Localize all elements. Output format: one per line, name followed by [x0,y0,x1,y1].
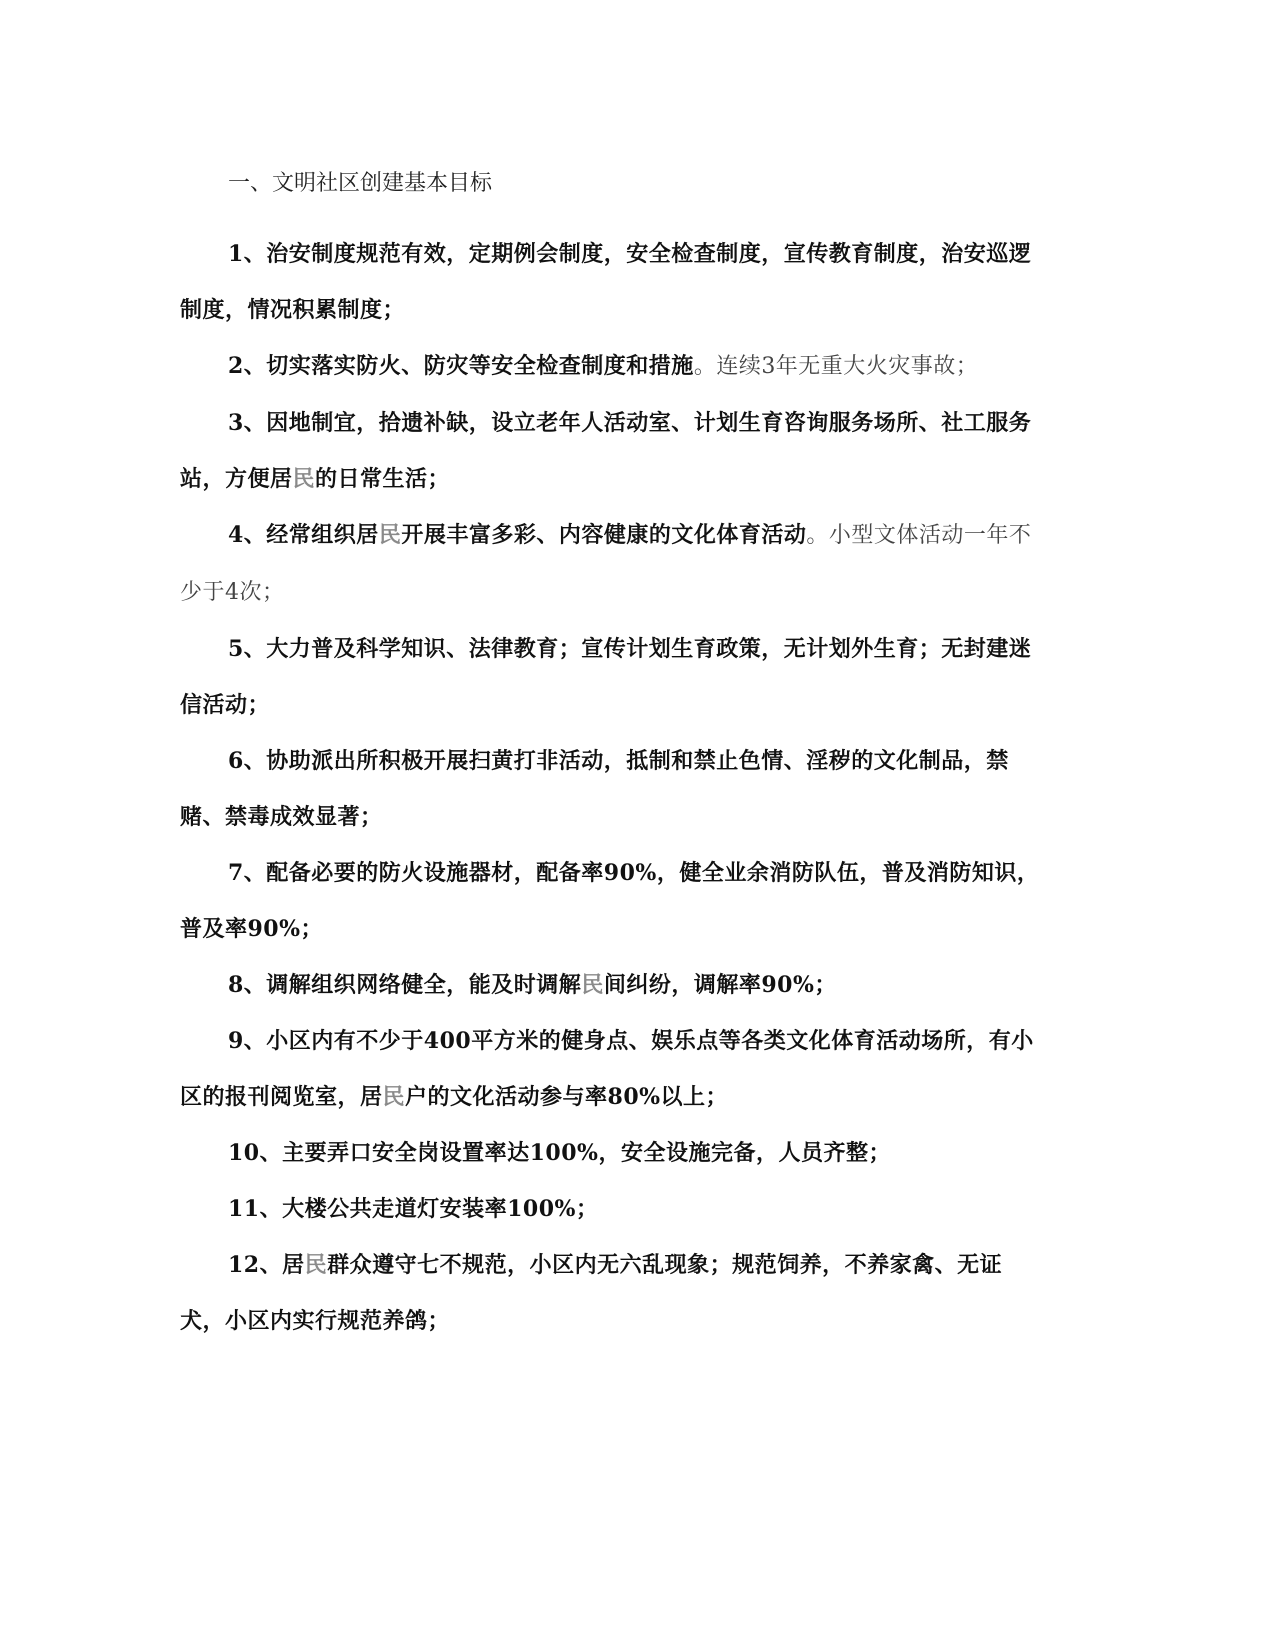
list-item-1 [180,226,1040,338]
item-text: 2、切实落实防火、防灾等安全检查制度和措施 [228,353,694,379]
list-item-10 [180,1125,1040,1181]
item-text: 8、调解组织网络健全，能及时调解 [228,972,582,998]
item-text-cont: 户的文化活动参与率80%以上； [405,1084,729,1110]
item-text: 7、配备必要的防火设施器材，配备率90%，健全业余消防队伍，普及消防知识，普及率90%； [180,860,1040,942]
list-item-4 [180,507,1040,621]
item-text: 12、居 [228,1252,305,1278]
item-text-light: 。连续3年无重大火灾事故； [693,354,979,379]
item-text: 11、大楼公共走道灯安装率100%； [228,1196,599,1222]
faded-char: 民 [292,466,316,492]
faded-char: 民 [382,1084,406,1110]
item-text-light: 。小型文体活动一年不少于4次； [180,523,1032,605]
list-item-2 [180,338,1040,395]
item-text: 4、经常组织居 [228,522,379,548]
item-text: 6、协助派出所积极开展扫黄打非活动，抵制和禁止色情、淫秽的文化制品，禁赌、禁毒成效显著； [180,748,1009,830]
list-item-11 [180,1181,1040,1237]
item-text-cont: 群众遵守七不规范，小区内无六乱现象；规范饲养，不养家禽、无证犬，小区内实行规范养鸽； [180,1252,1003,1334]
list-item-7 [180,845,1040,957]
faded-char: 民 [378,522,402,548]
item-text-cont: 开展丰富多彩、内容健康的文化体育活动 [401,522,807,548]
item-text: 3、因地制宜，拾遗补缺，设立老年人活动室、计划生育咨询服务场所、社工服务站，方便居 [180,410,1032,492]
list-item-8 [180,957,1040,1013]
list-item-3 [180,395,1040,507]
faded-char: 民 [581,972,604,998]
item-text: 9、小区内有不少于400平方米的健身点、娱乐点等各类文化体育活动场所，有小区的报刊阅览室，居 [180,1028,1034,1110]
item-text: 10、主要弄口安全岗设置率达100%，安全设施完备，人员齐整； [228,1140,891,1166]
list-item-9 [180,1013,1040,1125]
list-item-5 [180,621,1040,733]
list-item-12 [180,1237,1040,1349]
list-item-6 [180,733,1040,845]
section-heading: 一、文明社区创建基本目标 [228,171,493,196]
item-text: 1、治安制度规范有效，定期例会制度，安全检查制度，宣传教育制度，治安巡逻制度，情况积累制度； [180,241,1032,323]
faded-char: 民 [304,1252,328,1278]
document-body [180,166,1040,1349]
item-text: 5、大力普及科学知识、法律教育；宣传计划生育政策，无计划外生育；无封建迷信活动； [180,636,1032,718]
item-text-cont: 间纠纷，调解率90%； [603,972,837,998]
item-text-cont: 的日常生活； [315,466,451,492]
